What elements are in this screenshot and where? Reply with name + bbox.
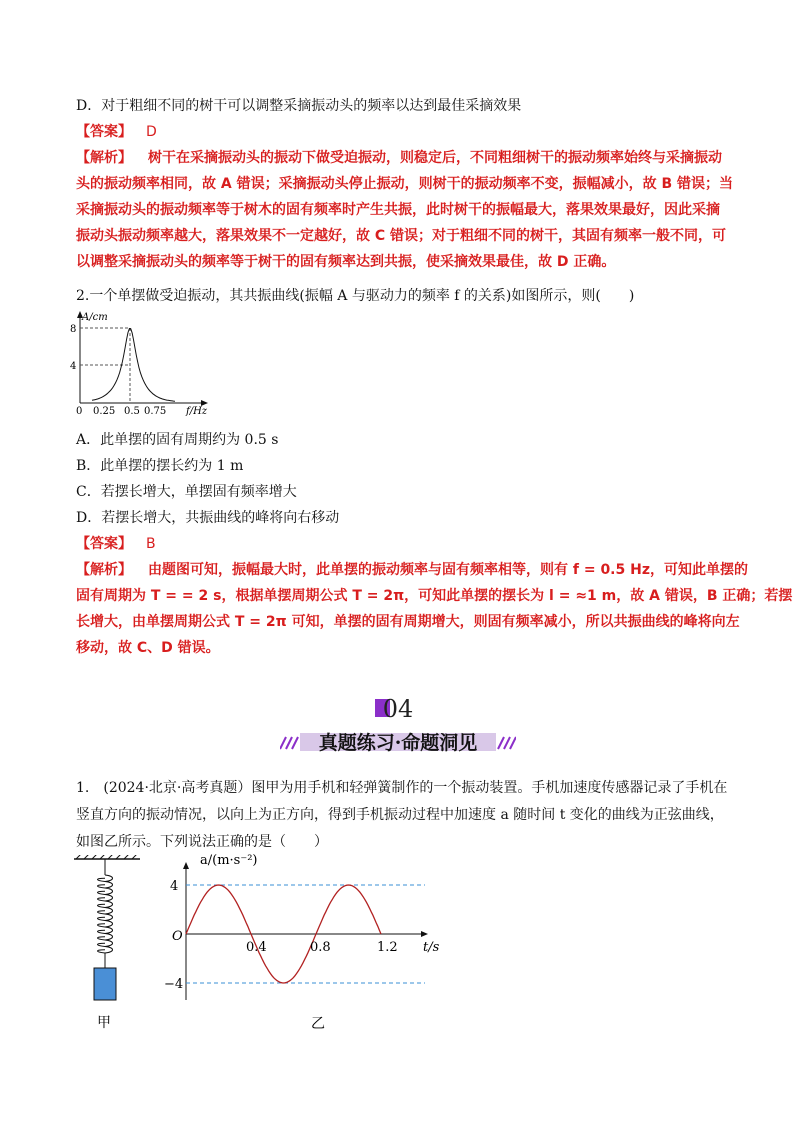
section-title: 真题练习·命题洞见: [318, 732, 478, 754]
xtick-08: 0.8: [310, 940, 331, 955]
y-axis-label: a/(m·s⁻²): [200, 853, 258, 868]
x-axis-label: t/s: [423, 940, 440, 955]
section-banner: [280, 693, 516, 759]
answer-value: D: [146, 124, 157, 140]
answer-tag: 【答案】: [76, 536, 132, 552]
answer-row: [76, 119, 157, 145]
q2-option-b: B．此单摆的摆长约为 1 m: [76, 458, 244, 474]
phone: [94, 968, 116, 1000]
q3-line-2: 竖直方向的振动情况，以向上为正方向，得到手机振动过程中加速度 a 随时间 t 变化的曲线为正弦曲线，: [76, 807, 724, 823]
xtick-05: 0.5: [124, 406, 140, 417]
analysis-text: 由题图可知，振幅最大时，此单摆的振动频率与固有频率相等，则有 f = 0.5 Hz，可知此单摆的: [148, 562, 748, 578]
ytick-8: 8: [70, 324, 77, 335]
xtick-12: 1.2: [377, 940, 398, 955]
analysis-line-1: [76, 145, 722, 171]
analysis-line-5: 以调整采摘振动头的频率等于树干的固有频率达到共振，使采摘效果最佳，故 D 正确。: [76, 254, 616, 270]
q3-line-1: 1. (2024·北京·高考真题）图甲为用手机和轻弹簧制作的一个振动装置。手机加速度传感器记录了手机在: [76, 780, 728, 796]
fig-a-label: 甲: [97, 1015, 111, 1031]
xtick-025: 0.25: [93, 406, 116, 417]
analysis-tag: 【解析】: [76, 150, 132, 166]
q2-answer-row: [76, 531, 156, 557]
xtick-0: 0: [76, 406, 83, 417]
q2-option-d: D．若摆长增大，共振曲线的峰将向右移动: [76, 510, 340, 526]
analysis-text: 树干在采摘振动头的振动下做受迫振动，则稳定后，不同粗细树干的振动频率始终与采摘振动: [148, 150, 722, 166]
x-axis-label: f/Hz: [186, 406, 208, 417]
analysis-line-3: 采摘振动头的振动频率等于树木的固有频率时产生共振，此时树干的振幅最大，落果效果最好，因此采摘: [76, 202, 720, 218]
resonance-curve: [92, 329, 175, 402]
fig-b-label: 乙: [311, 1016, 325, 1032]
q2-option-c: C．若摆长增大，单摆固有频率增大: [76, 484, 297, 500]
analysis-line-4: 振动头振动频率越大，落果效果不一定越好，故 C 错误；对于粗细不同的树干，其固有频率一般不同，可: [76, 228, 727, 244]
q2-option-a: A．此单摆的固有周期约为 0.5 s: [76, 432, 279, 448]
xtick-04: 0.4: [246, 940, 267, 955]
ytick-pos: 4: [170, 879, 179, 894]
resonance-curve-graph: [66, 308, 216, 418]
acceleration-sine-graph: [160, 850, 450, 1035]
analysis-line-2: 头的振动频率相同，故 A 错误；采摘振动头停止振动，则树干的振动频率不变，振幅减小，故 B 错误；当: [76, 176, 733, 192]
y-axis-label: A/cm: [82, 312, 108, 323]
section-number: 04: [382, 695, 414, 723]
spring-device-figure: [70, 855, 150, 1035]
spring: [98, 859, 113, 968]
option-d: D．对于粗细不同的树干可以调整采摘振动头的频率以达到最佳采摘效果: [76, 98, 522, 114]
q2-analysis-line-2: 固有周期为 T = = 2 s，根据单摆周期公式 T = 2π，可知此单摆的摆长为 l = ≈1 m，故 A 错误，B 正确；若摆: [76, 588, 793, 604]
analysis-tag: 【解析】: [76, 562, 132, 578]
ytick-neg: −4: [164, 977, 184, 992]
answer-value: B: [146, 536, 156, 552]
ytick-4: 4: [70, 361, 77, 372]
origin-label: O: [172, 929, 183, 944]
q2-analysis-line-4: 移动，故 C、D 错误。: [76, 640, 220, 656]
q2-analysis-line-3: 长增大，由单摆周期公式 T = 2π 可知，单摆的固有周期增大，则固有频率减小，所以共振曲线的峰将向左: [76, 614, 740, 630]
q2-analysis-line-1: [76, 557, 748, 583]
answer-tag: 【答案】: [76, 124, 132, 140]
q3-line-3: 如图乙所示。下列说法正确的是（ ）: [76, 834, 328, 850]
q2-stem: 2.一个单摆做受迫振动，其共振曲线(振幅 A 与驱动力的频率 f 的关系)如图所示，则( ): [76, 288, 635, 304]
xtick-075: 0.75: [144, 406, 167, 417]
